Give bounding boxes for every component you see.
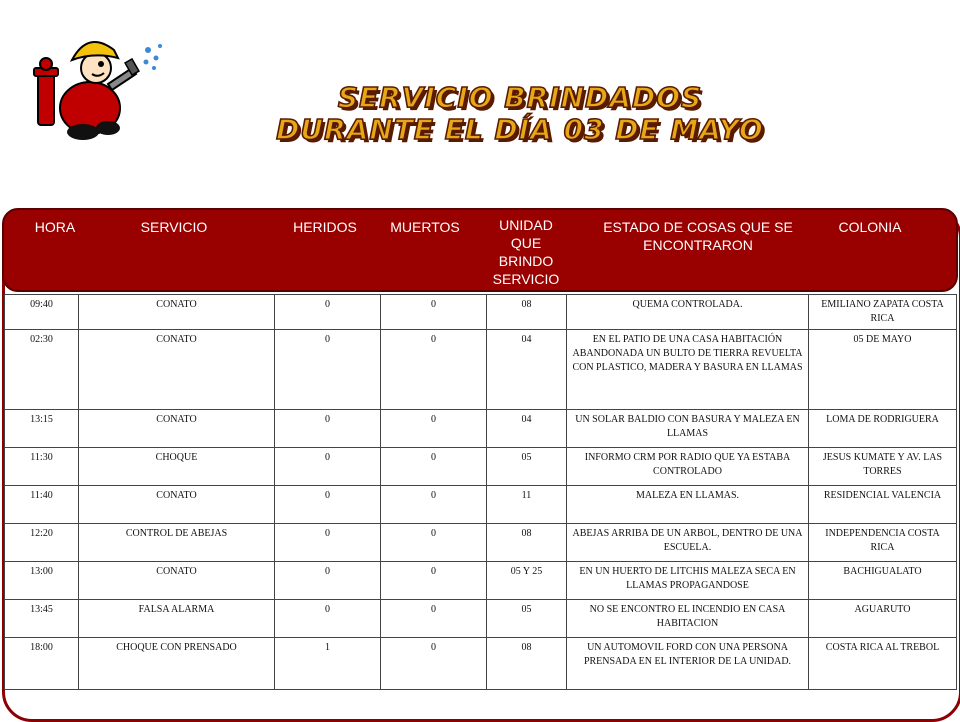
- cell-colonia: LOMA DE RODRIGUERA: [809, 410, 957, 448]
- cell-colonia: EMILIANO ZAPATA COSTA RICA: [809, 295, 957, 330]
- cell-unidad: 08: [487, 638, 567, 690]
- cell-muertos: 0: [381, 524, 487, 562]
- cell-estado: INFORMO CRM POR RADIO QUE YA ESTABA CONTROLADO: [567, 448, 809, 486]
- cell-estado: EN EL PATIO DE UNA CASA HABITACIÓN ABANDONADA UN BULTO DE TIERRA REVUELTA CON PLASTICO, MADERA Y BASURA EN LLAMAS: [567, 330, 809, 410]
- table-row: [5, 562, 957, 600]
- cell-unidad: 05 Y 25: [487, 562, 567, 600]
- cell-heridos: 0: [275, 600, 381, 638]
- cell-servicio: CHOQUE CON PRENSADO: [79, 638, 275, 690]
- table-row: [5, 486, 957, 524]
- cell-servicio: CONATO: [79, 295, 275, 330]
- title-line-1: SERVICIO BRINDADOS: [337, 81, 703, 114]
- cell-muertos: 0: [381, 295, 487, 330]
- table-row: [5, 410, 957, 448]
- cell-muertos: 0: [381, 600, 487, 638]
- cell-heridos: 1: [275, 638, 381, 690]
- cell-servicio: CONTROL DE ABEJAS: [79, 524, 275, 562]
- cell-colonia: BACHIGUALATO: [809, 562, 957, 600]
- cell-estado: MALEZA EN LLAMAS.: [567, 486, 809, 524]
- table-row: [5, 600, 957, 638]
- col-servicio: SERVICIO: [140, 219, 208, 235]
- table-row: [5, 295, 957, 330]
- cell-servicio: CONATO: [79, 330, 275, 410]
- cell-muertos: 0: [381, 486, 487, 524]
- cell-unidad: 04: [487, 330, 567, 410]
- cell-estado: UN SOLAR BALDIO CON BASURA Y MALEZA EN LLAMAS: [567, 410, 809, 448]
- cell-estado: EN UN HUERTO DE LITCHIS MALEZA SECA EN LLAMAS PROPAGANDOSE: [567, 562, 809, 600]
- col-hora: HORA: [34, 219, 76, 235]
- cell-servicio: CONATO: [79, 562, 275, 600]
- cell-muertos: 0: [381, 330, 487, 410]
- cell-heridos: 0: [275, 295, 381, 330]
- cell-hora: 18:00: [5, 638, 79, 690]
- cell-heridos: 0: [275, 410, 381, 448]
- cell-hora: 02:30: [5, 330, 79, 410]
- cell-hora: 12:20: [5, 524, 79, 562]
- cell-estado: QUEMA CONTROLADA.: [567, 295, 809, 330]
- cell-estado: NO SE ENCONTRO EL INCENDIO EN CASA HABITACION: [567, 600, 809, 638]
- cell-unidad: 05: [487, 600, 567, 638]
- cell-muertos: 0: [381, 638, 487, 690]
- cell-hora: 13:15: [5, 410, 79, 448]
- cell-hora: 09:40: [5, 295, 79, 330]
- cell-unidad: 05: [487, 448, 567, 486]
- cell-hora: 11:40: [5, 486, 79, 524]
- cell-heridos: 0: [275, 330, 381, 410]
- cell-servicio: CHOQUE: [79, 448, 275, 486]
- firefighter-mascot-icon: [28, 28, 168, 148]
- table-row: [5, 524, 957, 562]
- services-table: [4, 294, 957, 690]
- table-row: [5, 638, 957, 690]
- cell-unidad: 08: [487, 524, 567, 562]
- table-row: [5, 448, 957, 486]
- cell-heridos: 0: [275, 524, 381, 562]
- page-title: [200, 82, 840, 146]
- cell-colonia: JESUS KUMATE Y AV. LAS TORRES: [809, 448, 957, 486]
- title-line-2: DURANTE EL DÍA 03 DE MAYO: [276, 113, 764, 147]
- cell-colonia: RESIDENCIAL VALENCIA: [809, 486, 957, 524]
- cell-colonia: COSTA RICA AL TREBOL: [809, 638, 957, 690]
- cell-muertos: 0: [381, 410, 487, 448]
- cell-muertos: 0: [381, 562, 487, 600]
- cell-colonia: INDEPENDENCIA COSTA RICA: [809, 524, 957, 562]
- col-colonia: COLONIA: [838, 219, 902, 235]
- cell-hora: 11:30: [5, 448, 79, 486]
- cell-servicio: CONATO: [79, 410, 275, 448]
- cell-servicio: CONATO: [79, 486, 275, 524]
- cell-muertos: 0: [381, 448, 487, 486]
- cell-servicio: FALSA ALARMA: [79, 600, 275, 638]
- cell-estado: ABEJAS ARRIBA DE UN ARBOL, DENTRO DE UNA ESCUELA.: [567, 524, 809, 562]
- cell-hora: 13:45: [5, 600, 79, 638]
- cell-unidad: 11: [487, 486, 567, 524]
- col-unidad: UNIDAD QUE BRINDO SERVICIO: [492, 217, 560, 287]
- cell-estado: UN AUTOMOVIL FORD CON UNA PERSONA PRENSADA EN EL INTERIOR DE LA UNIDAD.: [567, 638, 809, 690]
- cell-colonia: 05 DE MAYO: [809, 330, 957, 410]
- col-estado: ESTADO DE COSAS QUE SE ENCONTRARON: [603, 219, 793, 253]
- cell-heridos: 0: [275, 562, 381, 600]
- table-header: [2, 208, 958, 292]
- cell-unidad: 04: [487, 410, 567, 448]
- cell-heridos: 0: [275, 486, 381, 524]
- cell-unidad: 08: [487, 295, 567, 330]
- cell-hora: 13:00: [5, 562, 79, 600]
- col-heridos: HERIDOS: [293, 219, 357, 235]
- col-muertos: MUERTOS: [390, 219, 460, 235]
- table-row: [5, 330, 957, 410]
- cell-heridos: 0: [275, 448, 381, 486]
- cell-colonia: AGUARUTO: [809, 600, 957, 638]
